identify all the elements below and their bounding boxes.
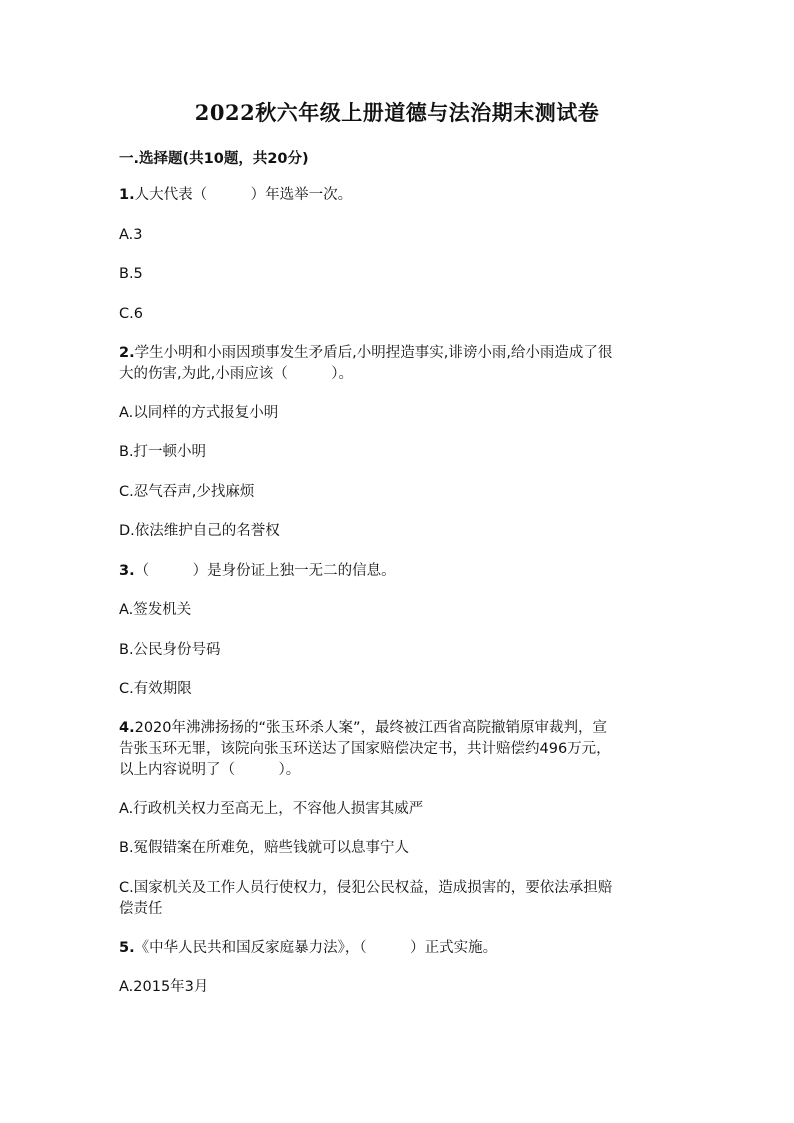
- question-3-option-c: C.有效期限: [119, 681, 192, 697]
- question-1-stem: [119, 185, 679, 206]
- question-1-option-a: A.3: [119, 227, 143, 243]
- question-5-stem: [119, 938, 679, 959]
- question-1-option-c: C.6: [119, 306, 143, 322]
- question-3-option-b: B.公民身份号码: [119, 642, 221, 658]
- question-number: 1.: [119, 187, 135, 203]
- question-number: 2.: [119, 345, 135, 361]
- question-4-option-c: [119, 878, 679, 920]
- question-2-stem-line-2: 大的伤害,为此,小雨应该（ ）。: [119, 366, 353, 382]
- option-text-line-1: C.国家机关及工作人员行使权力，侵犯公民权益，造成损害的，要依法承担赔: [119, 880, 613, 896]
- question-number: 4.: [119, 720, 135, 736]
- section-heading: 一.选择题(共10题，共20分): [119, 151, 309, 167]
- question-2-option-b: B.打一顿小明: [119, 444, 207, 460]
- question-4-option-b: B.冤假错案在所难免，赔些钱就可以息事宁人: [119, 840, 410, 856]
- question-5-option-a: A.2015年3月: [119, 979, 209, 995]
- question-text: 学生小明和小雨因琐事发生矛盾后,小明捏造事实,诽谤小雨,给小雨造成了很: [134, 345, 613, 361]
- option-text-line-2: 偿责任: [119, 901, 163, 917]
- question-4-stem-line-2: 告张玉环无罪，该院向张玉环送达了国家赔偿决定书，共计赔偿约496万元，: [119, 741, 611, 757]
- question-3-option-a: A.签发机关: [119, 602, 192, 618]
- question-text: 人大代表（ ）年选举一次。: [134, 187, 353, 203]
- question-4-option-a: A.行政机关权力至高无上，不容他人损害其威严: [119, 801, 424, 817]
- question-2-option-d: D.依法维护自己的名誉权: [119, 523, 280, 539]
- question-2-option-a: A.以同样的方式报复小明: [119, 405, 279, 421]
- question-text: 《中华人民共和国反家庭暴力法》，（ ）正式实施。: [134, 940, 498, 956]
- page-title: 2022秋六年级上册道德与法治期末测试卷: [194, 100, 600, 125]
- question-2-option-c: C.忍气吞声,少找麻烦: [119, 484, 255, 500]
- question-3-stem: [119, 561, 679, 582]
- question-4-stem-line-1: [119, 718, 679, 739]
- question-2-stem-line-1: [119, 343, 679, 364]
- question-1-option-b: B.5: [119, 266, 143, 282]
- question-number: 5.: [119, 940, 135, 956]
- question-4-stem-line-3: 以上内容说明了（ ）。: [119, 762, 301, 778]
- question-text: 2020年沸沸扬扬的“张玉环杀人案”，最终被江西省高院撤销原审裁判，宣: [134, 720, 608, 736]
- question-text: （ ）是身份证上独一无二的信息。: [134, 563, 396, 579]
- question-number: 3.: [119, 563, 135, 579]
